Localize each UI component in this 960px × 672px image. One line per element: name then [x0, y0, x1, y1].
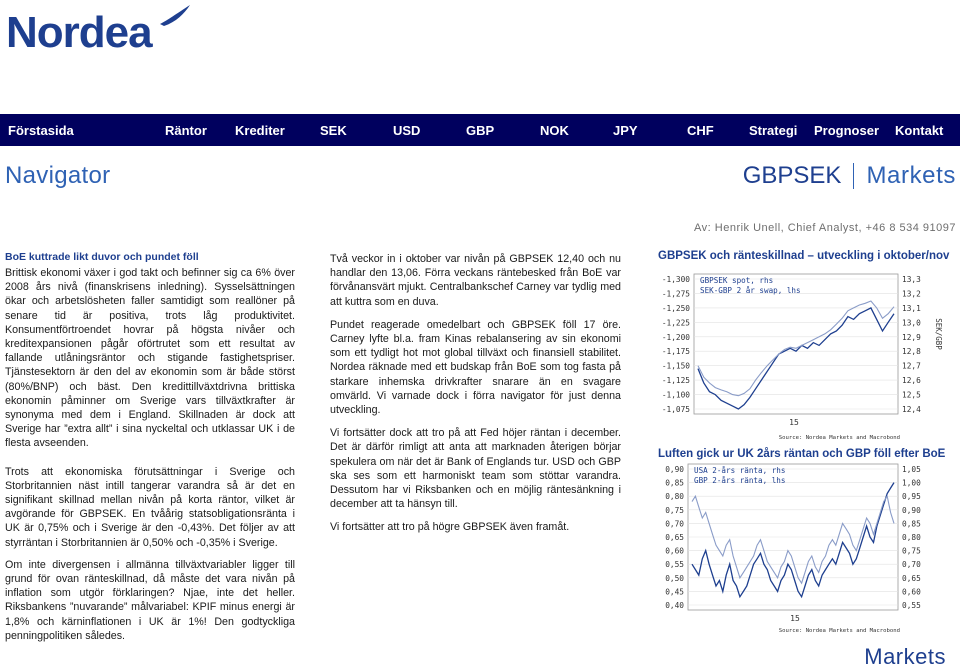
x-tick-label: 15 — [789, 418, 799, 427]
y-right-tick-label: 0,95 — [902, 492, 921, 502]
article-paragraph: Vi fortsätter dock att tro på att Fed höjer räntan i december. Det är därför rimligt att anta att marknaden återigen börjar spekulera om när det är Bank of Englands tur. USD och GBP ska ses som ett harmoniskt team som stöttar varandra. Dessutom har vi Riksbanken och en möjlig räntesänkning i december att ta hänsyn till. — [330, 427, 621, 511]
y-left-tick-label: -1,100 — [661, 390, 690, 400]
nav-item-gbp[interactable]: GBP — [466, 123, 495, 138]
y-left-tick-label: 0,85 — [665, 478, 684, 488]
nav-item-prognoser[interactable]: Prognoser — [814, 123, 880, 138]
nav-item-strategi[interactable]: Strategi — [749, 123, 798, 138]
y-left-tick-label: -1,075 — [661, 405, 690, 414]
main-navbar — [0, 114, 960, 146]
series-line — [692, 483, 894, 597]
legend-entry: GBPSEK spot, rhs — [700, 276, 774, 285]
footer-markets-brand: Markets — [864, 644, 946, 669]
nav-item-rantor[interactable]: Räntor — [165, 123, 207, 138]
y-right-tick-label: 0,80 — [902, 533, 921, 542]
nav-item-sek[interactable]: SEK — [320, 123, 347, 138]
y-right-tick-label: 1,05 — [902, 465, 921, 474]
y-left-tick-label: 0,80 — [665, 492, 684, 502]
nav-item-jpy[interactable]: JPY — [613, 123, 638, 138]
legend-entry: GBP 2-års ränta, lhs — [694, 476, 786, 485]
y-right-tick-label: 12,5 — [902, 390, 921, 400]
nav-item-kontakt[interactable]: Kontakt — [895, 123, 944, 138]
article-paragraph: Brittisk ekonomi växer i god takt och befinner sig ca 6% över 2008 års nivå (finanskrisens inledning). Sysselsättningen ökar och arbetslösheten faller samtidigt som reallöner på senare tid är positiva, trots låg produktivitet. Konsumentförtroendet hovrar på högsta nivåer och kreditexpansionen pågår oförtrutet som ett resultat av fallande utlåningsräntor och stigande fastighetspriser. Tjänstesektorn är den del av ekonomin som är både störst (80%/BNP) och bäst. Den kredittillväxtdrivna brittiska ekonomin påminner om Sverige vars tillväxtkrafter är synonyma med dem i England. Skillnaden är dock att Sverige har ”extra allt” i sina nyckeltal och utklassar UK i de flesta avseenden. — [5, 267, 295, 450]
y-left-tick-label: -1,275 — [661, 289, 690, 299]
y-left-tick-label: 0,50 — [665, 573, 684, 583]
y-right-tick-label: 0,75 — [902, 546, 921, 556]
y-left-tick-label: 0,75 — [665, 505, 684, 515]
y-right-tick-label: 12,7 — [902, 361, 921, 371]
article-paragraph: Pundet reagerade omedelbart och GBPSEK föll 17 öre. Carney lyfte bl.a. fram Kinas rebalansering av sin ekonomi som ett tydligt hot mot global tillväxt och finansiell stabilitet. Nordea räknade med ett budskap från BoE som tog fasta på starkare inhemska drivkrafter snarare än en svagare omvärld. Vi varnade dock i förra navigator för just denna utveckling. — [330, 318, 621, 417]
nordea-wing-icon — [158, 4, 192, 26]
currency-pair-title: GBPSEK — [742, 162, 842, 189]
nav-item-krediter[interactable]: Krediter — [235, 123, 285, 138]
y-right-tick-label: 0,60 — [902, 587, 921, 597]
y-right-tick-label: 12,4 — [902, 405, 921, 414]
title-divider — [853, 163, 854, 189]
y-right-tick-label: 12,6 — [902, 376, 921, 386]
x-tick-label: 15 — [790, 614, 800, 623]
nav-item-forstasida[interactable]: Förstasida — [8, 123, 74, 138]
y-left-tick-label: -1,150 — [661, 361, 690, 371]
chart-2yr-rates — [652, 460, 960, 636]
article-paragraph: Om inte divergensen i allmänna tillväxtvariabler ligger till grund för ovan ränteskillnad, då måste det vara nivån på inflation som utgör förklaringen? Njae, inte det heller. Riksbankens ”nuvarande” målvariabel: KPIF minus energi är 1,8% och kärninflationen i UK är 1%! Den godtyckliga penningpolitiken således. — [5, 558, 295, 642]
y-left-tick-label: -1,250 — [661, 303, 690, 313]
y-right-tick-label: 0,65 — [902, 573, 921, 583]
y-left-tick-label: -1,200 — [661, 332, 690, 342]
y-left-tick-label: 0,60 — [665, 546, 684, 556]
article-paragraph: Två veckor in i oktober var nivån på GBPSEK 12,40 och nu handlar den 13,06. Förra veckans räntebesked från BoE var förvånansvärt mjukt. Centralbankschef Carney var tydlig med att kuttra som en duva. — [330, 253, 621, 308]
y-left-tick-label: -1,225 — [661, 318, 690, 328]
nav-item-usd[interactable]: USD — [393, 123, 421, 138]
chart-gbpsek-swap — [652, 266, 960, 444]
plot-frame — [694, 274, 898, 414]
y-right-tick-label: 13,0 — [902, 318, 921, 328]
y-left-tick-label: 0,40 — [665, 601, 684, 610]
chart-source-note: Source: Nordea Markets and Macrobond — [778, 435, 900, 441]
y-right-tick-label: 12,8 — [902, 347, 921, 357]
article-paragraph: Trots att ekonomiska förutsättningar i Sverige och Storbritannien näst intill tangerar varandra så är det en signifikant skillnad mellan nivån på korta räntor, vilket är avgörande för GBPSEK. En tvåårig statsobligationsränta i UK är 0,75% och i Sverige är den -0,43%. Det följer av att styrräntan i Storbritannien är 0,50% och -0,35% i Sverige. — [5, 465, 295, 549]
chart-1-title: GBPSEK och ränteskillnad – utveckling i oktober/nov — [658, 250, 950, 262]
article-paragraph: Vi fortsätter att tro på högre GBPSEK även framåt. — [330, 521, 570, 534]
y-right-axis-label: SEK/GBP — [934, 318, 943, 350]
y-right-tick-label: 13,1 — [902, 303, 921, 313]
nav-item-nok[interactable]: NOK — [540, 123, 569, 138]
series-line — [698, 301, 894, 396]
y-left-tick-label: 0,45 — [665, 587, 684, 597]
y-right-tick-label: 12,9 — [902, 332, 921, 342]
series-line — [698, 308, 894, 409]
nav-item-chf[interactable]: CHF — [687, 123, 714, 138]
y-left-tick-label: 0,65 — [665, 533, 684, 542]
author-line: Av: Henrik Unell, Chief Analyst, +46 8 534 91097 — [694, 222, 956, 234]
y-right-tick-label: 0,55 — [902, 601, 921, 610]
y-left-tick-label: -1,125 — [661, 376, 690, 386]
y-right-tick-label: 1,00 — [902, 478, 921, 488]
y-right-tick-label: 13,2 — [902, 289, 921, 299]
logo-wordmark: Nordea — [6, 8, 152, 57]
y-right-tick-label: 13,3 — [902, 275, 921, 284]
article-column-2 — [330, 252, 621, 544]
page-title-right — [743, 162, 956, 190]
page-title-navigator: Navigator — [5, 162, 111, 189]
nordea-logo[interactable] — [6, 2, 196, 57]
y-left-tick-label: 0,70 — [665, 519, 684, 529]
series-line — [692, 496, 894, 583]
section-title-markets: Markets — [866, 162, 956, 189]
legend-entry: SEK-GBP 2 år swap, lhs — [700, 286, 801, 295]
chart-source-note: Source: Nordea Markets and Macrobond — [778, 628, 900, 634]
y-right-tick-label: 0,90 — [902, 505, 921, 515]
y-left-tick-label: 0,90 — [665, 465, 684, 474]
y-left-tick-label: -1,300 — [661, 275, 690, 284]
y-left-tick-label: -1,175 — [661, 347, 690, 357]
legend-entry: USA 2-års ränta, rhs — [694, 466, 786, 475]
y-right-tick-label: 0,85 — [902, 519, 921, 529]
article-column-1 — [5, 250, 295, 651]
chart-2-title: Luften gick ur UK 2års räntan och GBP föll efter BoE — [658, 448, 946, 460]
article-headline: BoE kuttrade likt duvor och pundet föll — [5, 251, 199, 263]
y-left-tick-label: 0,55 — [665, 560, 684, 570]
y-right-tick-label: 0,70 — [902, 560, 921, 570]
